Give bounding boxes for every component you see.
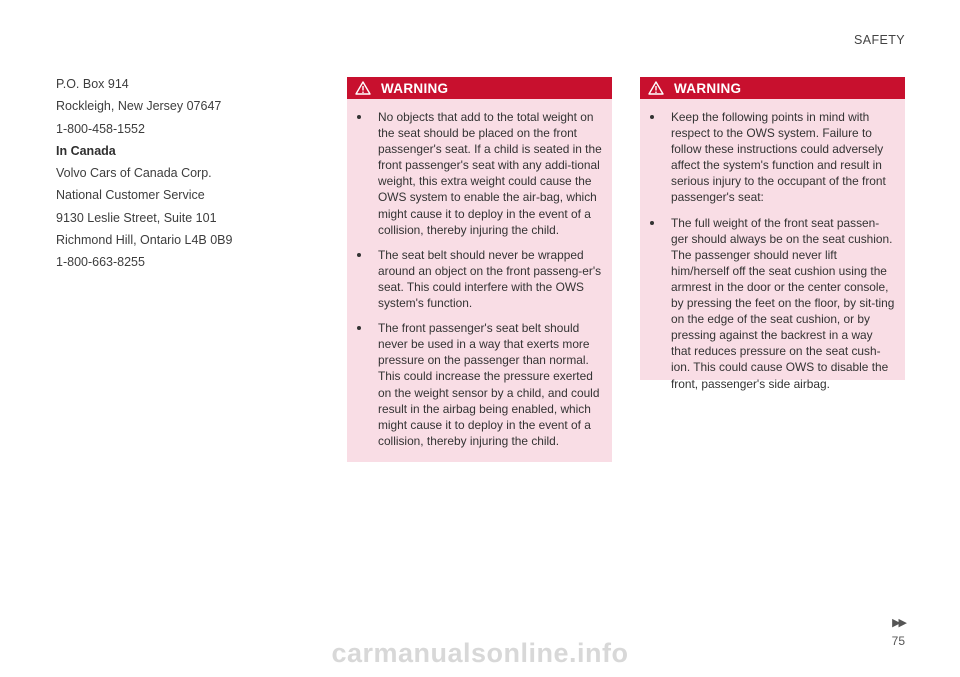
warning-box xyxy=(347,77,612,462)
warning-triangle-icon xyxy=(648,81,664,95)
address-block xyxy=(56,76,326,277)
warning-list xyxy=(347,99,612,449)
address-line: Richmond Hill, Ontario L4B 0B9 xyxy=(56,233,233,248)
warning-item: The front passenger's seat belt should never be used in a way that exerts more pressure on the passenger than normal. This could increase the pressure exerted on the weight sensor by a child, and could result in the airbag being enabled, which might cause it to deploy in the event of a collision, thereby injuring the child. xyxy=(378,320,602,449)
warning-triangle-icon xyxy=(355,81,371,95)
warning-item: No objects that add to the total weight on the seat should be placed on the front passenger's seat. If a child is seated in the front passenger's seat with any addi-tional weight, this extra weight could cause the OWS system to enable the air-bag, which might cause it to deploy in the event of a collision, thereby injuring the child. xyxy=(378,110,602,237)
address-heading: In Canada xyxy=(56,143,116,158)
warning-header xyxy=(347,77,612,99)
watermark: carmanualsonline.info xyxy=(331,638,629,668)
address-line: National Customer Service xyxy=(56,188,205,203)
warning-list xyxy=(640,99,905,392)
warning-header xyxy=(640,77,905,99)
phone-number: 1-800-663-8255 xyxy=(56,255,145,270)
warning-item: The seat belt should never be wrapped around an object on the front passeng-er's seat. This could interfere with the OWS system's function. xyxy=(378,247,602,311)
warning-item: Keep the following points in mind with respect to the OWS system. Failure to follow these instructions could adversely affect the system's function and result in serious injury to the occupant of the front passenger's seat: xyxy=(671,109,895,206)
section-title: SAFETY xyxy=(853,33,905,47)
phone-number: 1-800-458-1552 xyxy=(56,121,145,136)
warning-title: WARNING xyxy=(381,80,449,96)
address-line: P.O. Box 914 xyxy=(56,77,129,91)
warning-title: WARNING xyxy=(674,80,742,96)
next-page-icon: ▶▶ xyxy=(892,617,905,629)
address-line: Volvo Cars of Canada Corp. xyxy=(56,166,212,181)
address-line: 9130 Leslie Street, Suite 101 xyxy=(56,210,217,225)
address-line: Rockleigh, New Jersey 07647 xyxy=(56,99,222,114)
page-number: 75 xyxy=(891,634,905,648)
warning-box xyxy=(640,77,905,391)
warning-item: The full weight of the front seat passen-ger should always be on the seat cushion. The passenger should never lift him/herself off the seat cushion using the armrest in the door or the center console, by pressing the feet on the floor, by sit-ting on the edge of the seat cushion, or by pressing against the backrest in a way that reduces pressure on the seat cush-ion. This could cause OWS to disable the front, passenger's side airbag. xyxy=(671,215,895,391)
